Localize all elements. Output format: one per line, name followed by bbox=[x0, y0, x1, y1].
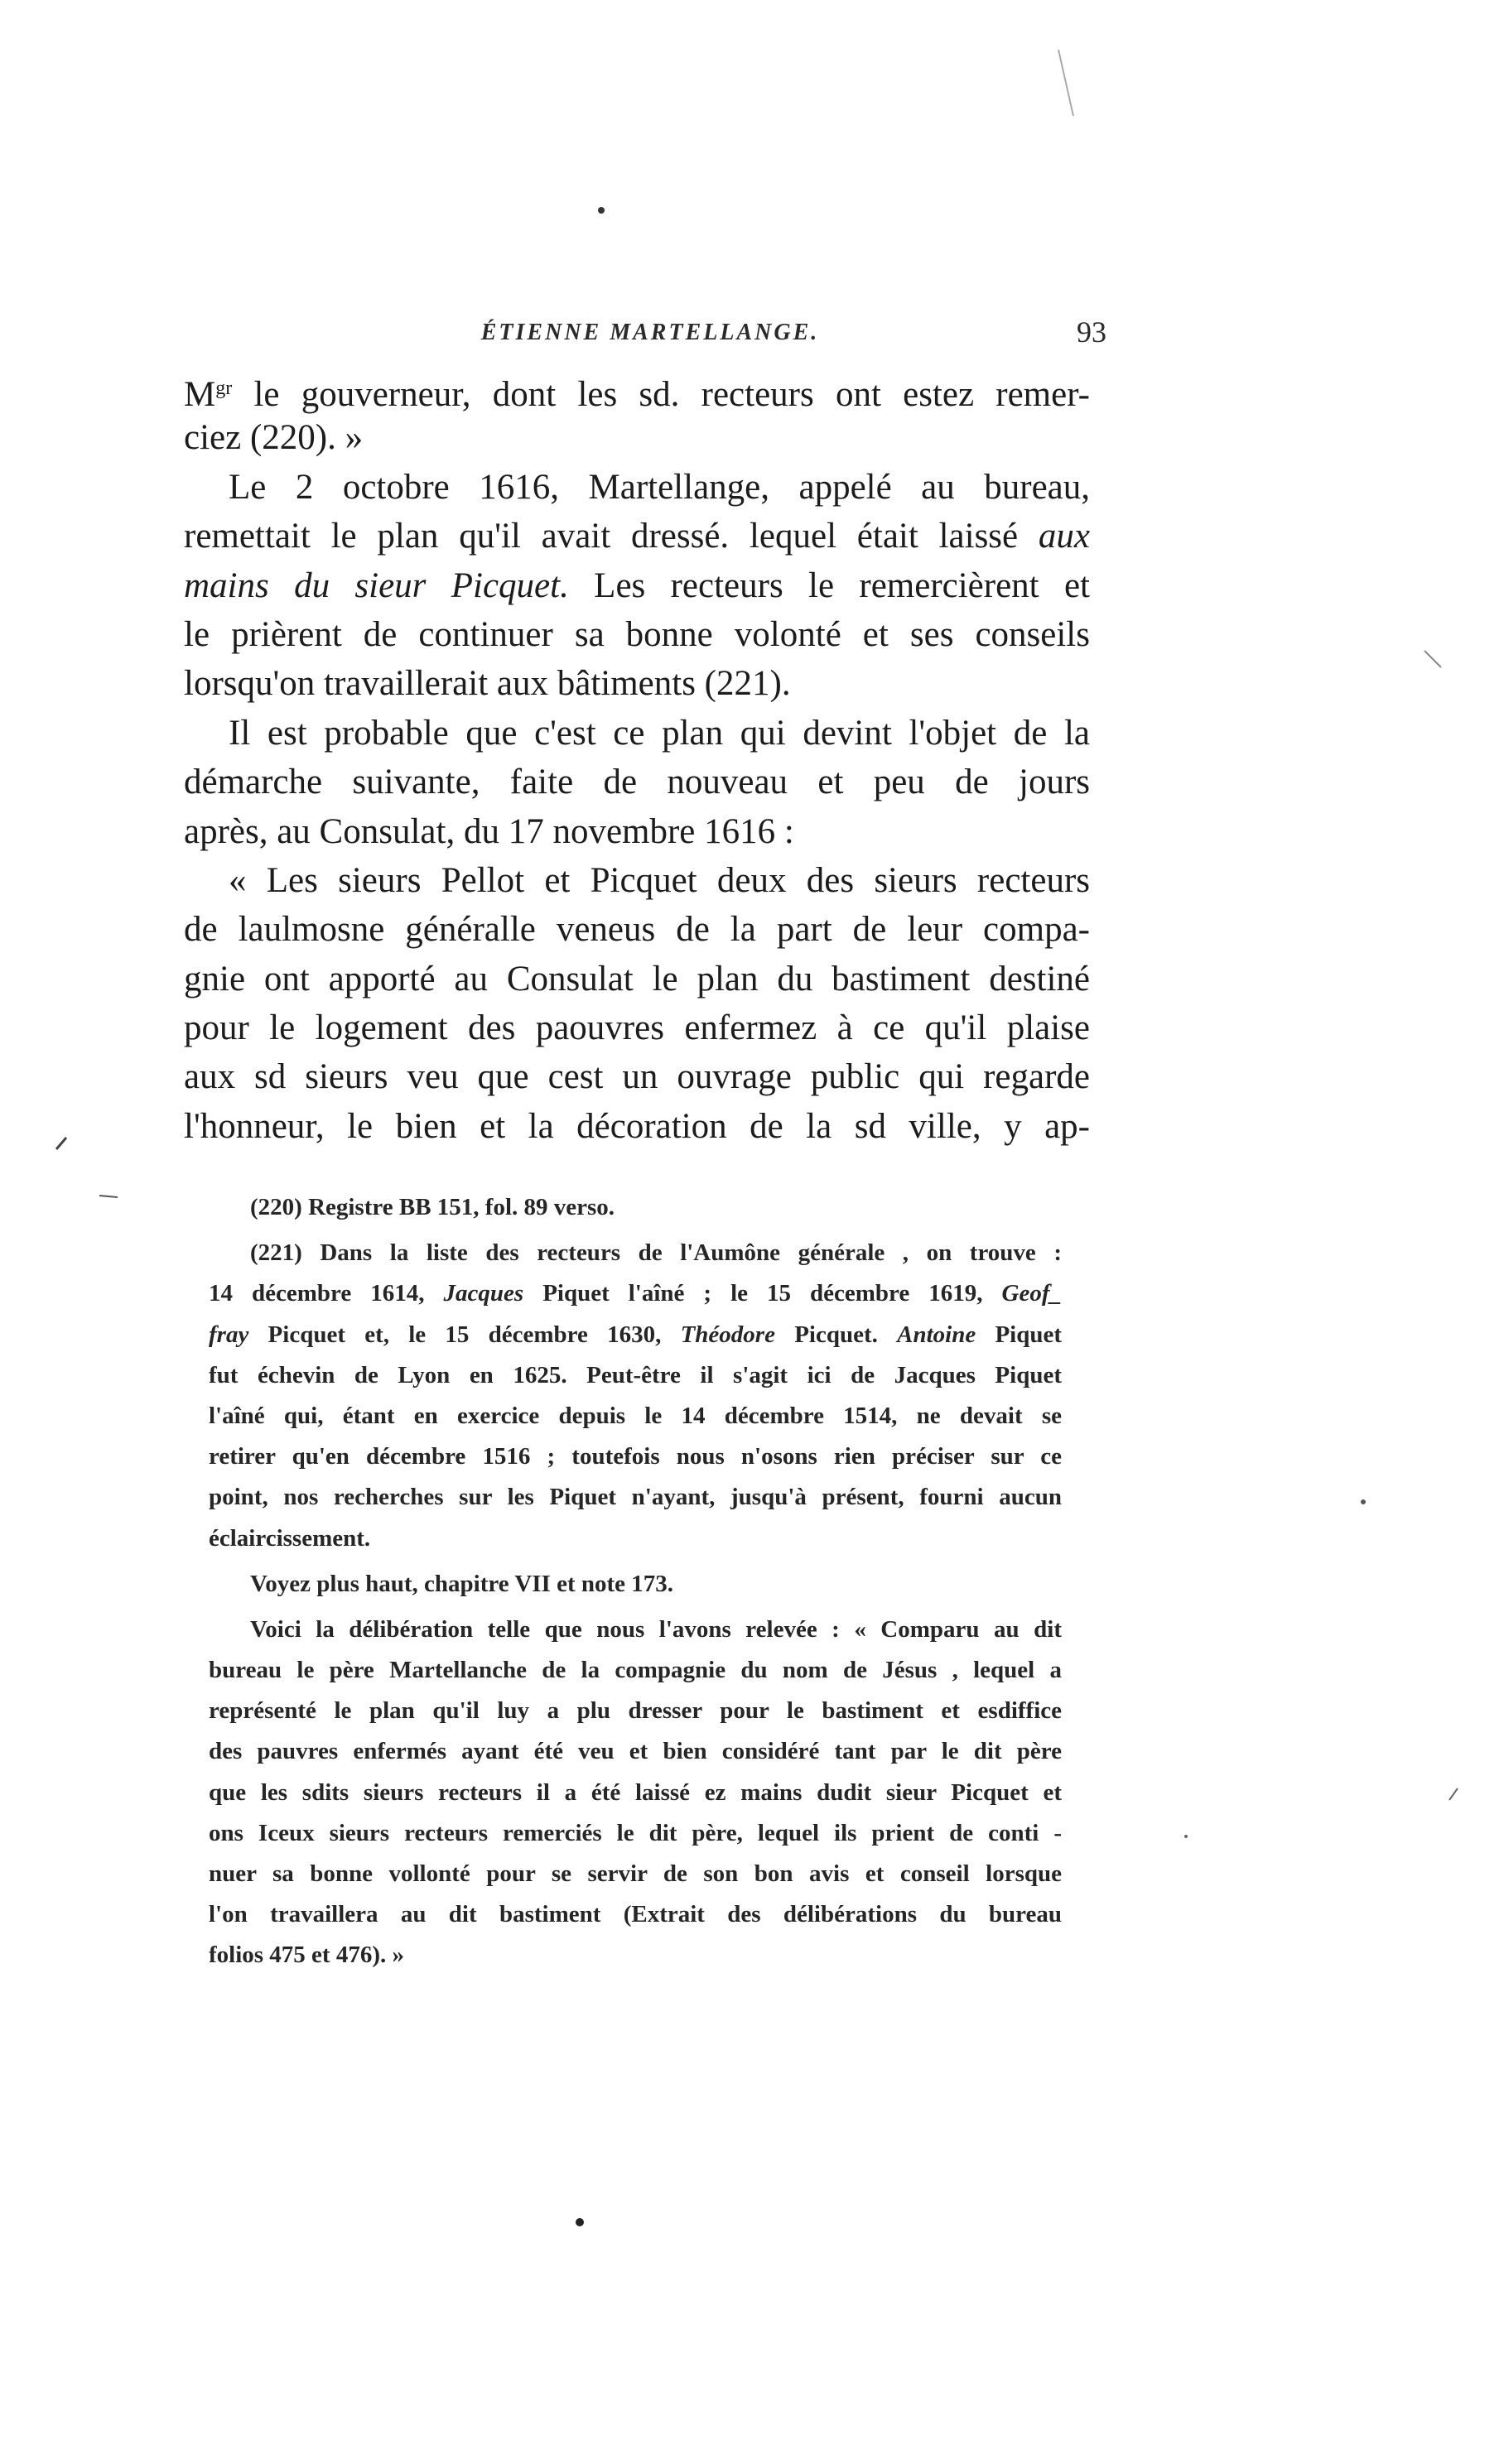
speck bbox=[598, 207, 605, 214]
text-line: de laulmosne généralle veneus de la part de leur compa- bbox=[184, 910, 1090, 950]
text-line: ciez (220). » bbox=[184, 418, 364, 458]
text-fragment: Picquet. bbox=[774, 1321, 898, 1348]
footnote-line bbox=[209, 1273, 1062, 1314]
italic-fragment: aux bbox=[1038, 517, 1090, 556]
text-line: « Les sieurs Pellot et Picquet deux des sieurs recteurs bbox=[229, 860, 1090, 900]
footnote-line: éclaircissement. bbox=[209, 1524, 371, 1552]
running-head bbox=[182, 315, 1118, 361]
footnote-voyez: Voyez plus haut, chapitre VII et note 173. bbox=[250, 1570, 674, 1597]
text-line: $M^{gr}$ le gouverneur, dont les sd. recteurs ont estez remer- bbox=[184, 375, 1090, 414]
text-line: lorsqu'on travaillerait aux bâtiments (221). bbox=[184, 664, 791, 704]
footnote-220: (220) Registre BB 151, fol. 89 verso. bbox=[250, 1194, 615, 1220]
text-line bbox=[184, 561, 1090, 610]
page-number: 93 bbox=[1077, 315, 1106, 349]
footnote-line: (221) Dans la liste des recteurs de l'Aumône générale , on trouve : bbox=[250, 1239, 1062, 1267]
italic-fragment: Jacques bbox=[443, 1280, 524, 1307]
speck bbox=[56, 1138, 66, 1149]
text-fragment: Les recteurs le remercièrent et bbox=[568, 565, 1090, 605]
footnote-line: des pauvres enfermés ayant été veu et bien considéré tant par le dit père bbox=[209, 1738, 1062, 1765]
text-line: démarche suivante, faite de nouveau et peu de jours bbox=[184, 763, 1090, 802]
footnote-line: l'on travaillera au dit bastiment (Extrait des délibérations du bureau bbox=[209, 1901, 1062, 1928]
text-line bbox=[184, 512, 1090, 561]
text-line: Le 2 octobre 1616, Martellange, appelé au bureau, bbox=[229, 467, 1090, 507]
footnote-line: bureau le père Martellanche de la compagnie du nom de Jésus , lequel a bbox=[209, 1657, 1062, 1684]
speck bbox=[1449, 1788, 1458, 1800]
italic-fragment: Antoine bbox=[897, 1321, 976, 1348]
text-fragment: Piquet bbox=[976, 1321, 1063, 1348]
speck bbox=[1184, 1835, 1188, 1838]
text-fragment: Piquet l'aîné ; le 15 décembre 1619, bbox=[523, 1280, 1002, 1307]
text-line: l'honneur, le bien et la décoration de la sd ville, y ap- bbox=[184, 1106, 1090, 1146]
footnote-line: que les sdits sieurs recteurs il a été laissé ez mains dudit sieur Picquet et bbox=[209, 1778, 1062, 1806]
footnote-line: folios 475 et 476). » bbox=[209, 1942, 404, 1969]
footnote-line bbox=[209, 1315, 1062, 1355]
footnote-line: nuer sa bonne vollonté pour se servir de son bon avis et conseil lorsque bbox=[209, 1860, 1062, 1887]
text-line: après, au Consulat, du 17 novembre 1616 : bbox=[184, 811, 794, 851]
footnote-line: ons Iceux sieurs recteurs remerciés le dit père, lequel ils prient de conti - bbox=[209, 1819, 1062, 1846]
speck bbox=[99, 1196, 118, 1197]
italic-fragment: Geof_ bbox=[1001, 1280, 1063, 1307]
main-text bbox=[184, 364, 1090, 1151]
text-fragment: le gouverneur, dont les sd. recteurs ont estez remer- bbox=[232, 375, 1090, 414]
footnote-line: l'aîné qui, étant en exercice depuis le 14 décembre 1514, ne devait se bbox=[209, 1402, 1062, 1429]
text-fragment: Picquet et, le 15 décembre 1630, bbox=[248, 1321, 681, 1348]
text-fragment: 14 décembre 1614, bbox=[209, 1280, 444, 1307]
text-line: pour le logement des paouvres enfermez à ce qu'il plaise bbox=[184, 1008, 1090, 1048]
footnote-line: point, nos recherches sur les Piquet n'ayant, jusqu'à présent, fourni aucun bbox=[209, 1484, 1062, 1511]
footnote-line: retirer qu'en décembre 1516 ; toutefois nous n'osons rien préciser sur ce bbox=[209, 1443, 1062, 1470]
speck bbox=[1058, 50, 1073, 116]
footnote-line: Voici la délibération telle que nous l'avons relevée : « Comparu au dit bbox=[250, 1615, 1062, 1643]
superscript: gr bbox=[215, 378, 233, 399]
text-line: gnie ont apporté au Consulat le plan du bastiment destiné bbox=[184, 959, 1090, 999]
italic-fragment: Théodore bbox=[680, 1321, 775, 1348]
text-fragment: remettait le plan qu'il avait dressé. lequel était laissé bbox=[184, 517, 1039, 556]
text-line: Il est probable que c'est ce plan qui devint l'objet de la bbox=[229, 713, 1090, 753]
footnote-line: représenté le plan qu'il luy a plu dresser pour le bastiment et esdiffice bbox=[209, 1697, 1062, 1725]
italic-fragment: mains du sieur Picquet. bbox=[184, 565, 569, 605]
speck bbox=[1361, 1499, 1366, 1504]
text-line: aux sd sieurs veu que cest un ouvrage public qui regarde bbox=[184, 1057, 1090, 1097]
italic-fragment: fray bbox=[209, 1321, 249, 1348]
speck bbox=[1424, 651, 1441, 667]
text-line: le prièrent de continuer sa bonne volonté et ses conseils bbox=[184, 614, 1090, 654]
footnotes bbox=[209, 1187, 1062, 1976]
running-title: ÉTIENNE MARTELLANGE. bbox=[480, 320, 820, 345]
footnote-line: fut échevin de Lyon en 1625. Peut-être il s'agit ici de Jacques Piquet bbox=[209, 1361, 1062, 1388]
speck bbox=[576, 2218, 584, 2226]
